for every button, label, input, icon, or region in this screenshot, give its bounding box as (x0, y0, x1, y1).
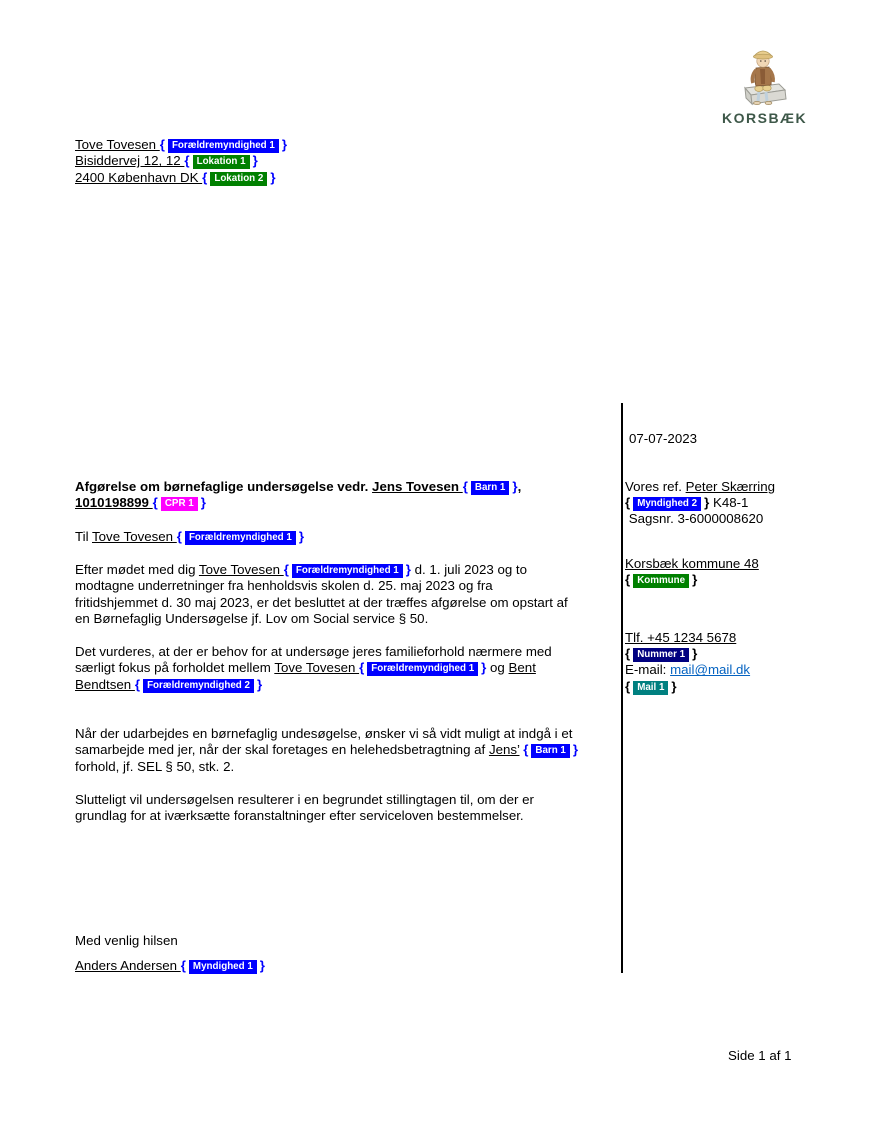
merge-field-for-ldremyndighed-1: Forældremyndighed 1 (367, 662, 478, 676)
text-line (625, 630, 750, 646)
municipality-block (625, 556, 759, 588)
merge-brace-close: } (704, 495, 710, 511)
body-text: samarbejde med jer, når der skal foretages en helehedsbetragtning af (75, 742, 489, 758)
merge-brace-close: } (298, 529, 305, 544)
merge-brace-open: { (283, 562, 289, 577)
merge-field-for-ldremyndighed-1: Forældremyndighed 1 (185, 531, 296, 545)
merged-value-text: Jens’ (488, 742, 520, 758)
merge-brace-close: } (270, 169, 276, 185)
merge-brace-open: { (625, 572, 631, 588)
text-line (625, 679, 750, 695)
merged-value-text: Tlf. +45 1234 5678 (625, 630, 737, 645)
merged-value-text: 1010198899 (75, 495, 153, 511)
text-line (75, 562, 568, 578)
merge-field-myndighed-2: Myndighed 2 (633, 497, 701, 511)
merged-value-text: Peter Skærring (685, 479, 776, 494)
merge-brace-close: } (572, 742, 579, 758)
merge-brace-open: { (134, 676, 141, 692)
merge-field-kommune: Kommune (633, 574, 689, 588)
recipient-address-block (75, 137, 287, 186)
text-line (625, 646, 750, 662)
text-line (625, 511, 775, 527)
body-text: forhold, jf. SEL § 50, stk. 2. (75, 758, 235, 774)
merge-field-lokation-1: Lokation 1 (193, 155, 250, 169)
org-logo (722, 42, 806, 126)
body-text: særligt fokus på forholdet mellem (75, 660, 275, 676)
merge-brace-close: } (692, 646, 698, 662)
text-line (75, 958, 265, 974)
email-link[interactable]: mail@mail.dk (670, 662, 751, 678)
body-text: Når der udarbejdes en børnefaglig undesøgelse, ønsker vi så vidt muligt at indgå i et (75, 726, 573, 741)
merged-value-text: Tove Tovesen (75, 137, 160, 152)
merge-field-for-ldremyndighed-1: Forældremyndighed 1 (292, 564, 403, 578)
text-line (75, 742, 578, 758)
merge-brace-open: { (184, 153, 190, 169)
merge-brace-close: } (512, 479, 518, 494)
body-text: grundlag for at iværksætte foranstaltninger efter serviceloven bestemmelser. (75, 808, 524, 824)
merge-brace-close: } (256, 676, 263, 692)
body-text: d. 1. juli 2023 og to (410, 562, 528, 577)
body-text: Med venlig hilsen (75, 933, 178, 948)
merge-brace-close: } (671, 678, 677, 694)
merge-brace-open: { (523, 742, 529, 758)
body-text: Til (75, 529, 92, 544)
text-line (75, 137, 287, 153)
body-text: Sagsnr. 3-6000008620 (625, 511, 764, 527)
text-line (75, 578, 568, 594)
text-line (75, 933, 178, 949)
org-name: KORSBÆK (722, 110, 808, 126)
text-line (625, 479, 775, 495)
merge-field-nummer-1: Nummer 1 (633, 648, 689, 662)
merge-field-barn-1: Barn 1 (471, 481, 510, 495)
body-text: Efter mødet med dig (75, 562, 199, 577)
text-line (75, 479, 521, 495)
body-text: modtagne underretninger fra henholdsvis skolen d. 25. maj 2023 og fra (75, 578, 493, 594)
merge-brace-open: { (462, 479, 468, 494)
paragraph-2 (75, 644, 552, 693)
subject-heading (75, 479, 521, 512)
merged-value-text: Jens Tovesen (372, 479, 463, 494)
text-line (75, 153, 287, 169)
merged-value-text: Tove Tovesen (274, 660, 360, 676)
merged-value-text: Anders Andersen (75, 958, 181, 973)
body-text: E-mail: (625, 662, 671, 678)
text-line (75, 759, 578, 775)
body-text: , (517, 479, 522, 494)
signature-line (75, 958, 265, 974)
merge-brace-close: } (692, 572, 698, 588)
merge-brace-open: { (180, 958, 186, 973)
merged-value-text: Bisiddervej 12, 12 (75, 153, 185, 169)
text-line (75, 792, 534, 808)
body-text: Slutteligt vil undersøgelsen resulterer i en begrundet stillingtagen til, om der er (75, 792, 534, 807)
merge-field-for-ldremyndighed-2: Forældremyndighed 2 (143, 679, 254, 693)
merge-brace-close: } (405, 562, 411, 577)
closing-line (75, 933, 178, 949)
body-text: K48-1 (709, 495, 749, 511)
merge-brace-close: } (259, 958, 265, 973)
text-line (625, 572, 759, 588)
text-line (75, 595, 568, 611)
text-line (625, 662, 750, 678)
text-line (75, 726, 578, 742)
merge-brace-open: { (202, 169, 208, 185)
merge-brace-open: { (152, 495, 158, 511)
text-line (75, 495, 521, 511)
merged-value-text: Tove Tovesen (92, 529, 177, 544)
contact-block (625, 630, 750, 695)
text-line (75, 611, 568, 627)
merge-field-mail-1: Mail 1 (633, 681, 668, 695)
body-text: fritidshjemmet d. 30 maj 2023, er det besluttet at der træffes afgørelse om opstart af (75, 594, 568, 610)
page-number: Side 1 af 1 (728, 1048, 792, 1063)
merged-value-text: 2400 København DK (75, 169, 203, 185)
merged-value-text: Bendtsen (75, 676, 135, 692)
reference-block (625, 479, 775, 528)
text-line (75, 660, 552, 676)
body-text: en Børnefaglig Undersøgelse jf. Lov om Social service § 50. (75, 611, 429, 627)
text-line (75, 677, 552, 693)
text-line (625, 495, 775, 511)
merge-field-lokation-2: Lokation 2 (210, 172, 267, 186)
merge-brace-close: } (281, 137, 288, 152)
merge-brace-open: { (159, 137, 165, 152)
body-text: Afgørelse om børnefaglige undersøgelse vedr. (75, 479, 373, 494)
body-text: Vores ref. (625, 479, 686, 494)
merge-brace-open: { (359, 660, 365, 676)
merge-brace-close: } (200, 495, 206, 511)
merge-field-myndighed-1: Myndighed 1 (189, 960, 257, 974)
column-divider (621, 403, 623, 973)
merge-field-for-ldremyndighed-1: Forældremyndighed 1 (168, 139, 279, 153)
boy-on-stone-illustration (733, 42, 795, 106)
merge-brace-open: { (625, 678, 631, 694)
paragraph-1 (75, 562, 568, 628)
merge-brace-close: } (252, 153, 258, 169)
paragraph-3 (75, 726, 578, 775)
letter-date: 07-07-2023 (629, 431, 698, 446)
merge-brace-open: { (625, 646, 631, 662)
text-line (75, 529, 304, 545)
text-line (625, 556, 759, 572)
text-line (75, 170, 287, 186)
merge-brace-open: { (176, 529, 182, 544)
paragraph-4 (75, 792, 534, 825)
merge-brace-close: } (481, 660, 487, 676)
text-line (75, 808, 534, 824)
merge-field-cpr-1: CPR 1 (161, 497, 198, 511)
text-line (75, 644, 552, 660)
body-text: Det vurderes, at der er behov for at undersøge jeres familieforhold nærmere med (75, 644, 552, 659)
merged-value-text: Korsbæk kommune 48 (625, 556, 759, 571)
body-text: og (486, 660, 509, 676)
merge-brace-open: { (625, 495, 631, 511)
merged-value-text: Bent (508, 660, 536, 676)
salutation-line (75, 529, 304, 545)
merged-value-text: Tove Tovesen (198, 562, 284, 577)
merge-field-barn-1: Barn 1 (531, 744, 570, 758)
